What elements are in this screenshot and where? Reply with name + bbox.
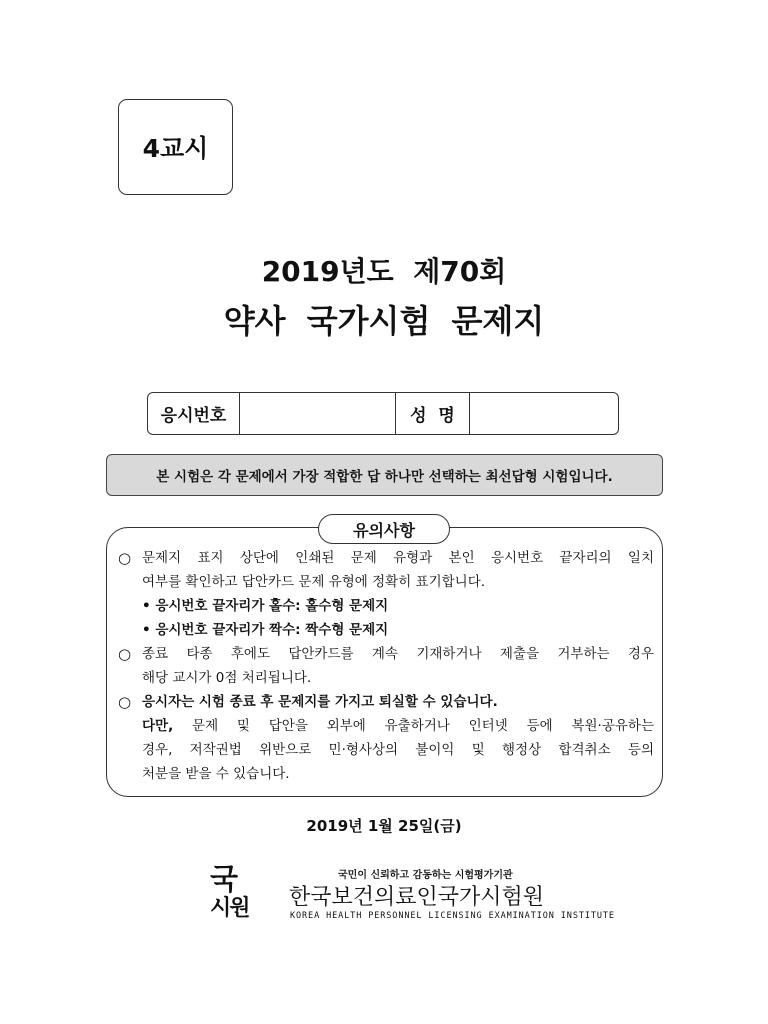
exam-title: 약사 국가시험 문제지	[223, 302, 545, 340]
exam-number-field[interactable]	[240, 393, 396, 434]
caution-3-line-2-rest: 문제 및 답안을 외부에 유출하거나 인터넷 등에 복원·공유하는	[173, 718, 654, 734]
circle-bullet-icon: ○	[118, 693, 132, 711]
caution-item-3	[118, 690, 654, 714]
circle-bullet-icon: ○	[118, 645, 132, 663]
candidate-info-table	[147, 392, 619, 435]
caution-3-line-4: 처분을 받을 수 있습니다.	[142, 766, 290, 782]
org-tagline: 국민이 신뢰하고 감동하는 시험평가기관	[338, 870, 513, 881]
caution-1-sub-even: • 응시번호 끝자리가 짝수: 짝수형 문제지	[142, 622, 389, 638]
caution-item-1	[118, 546, 654, 570]
caution-2-line-2: 해당 교시가 0점 처리됩니다.	[142, 670, 312, 686]
session-box	[118, 99, 233, 195]
exam-year-title: 2019년도 제70회	[261, 255, 507, 288]
exam-number-label-cell	[148, 393, 240, 434]
exam-date: 2019년 1월 25일(금)	[306, 817, 462, 835]
caution-2-line-1: 종료 타종 후에도 답안카드를 계속 기재하거나 제출을 거부하는 경우	[142, 646, 654, 662]
caution-3-line-1: 응시자는 시험 종료 후 문제지를 가지고 퇴실할 수 있습니다.	[142, 694, 498, 710]
caution-3-line-3-wrap	[118, 738, 654, 762]
logo-text-top: 국	[210, 862, 239, 896]
caution-3-line-2	[118, 714, 654, 738]
org-name-korean: 한국보건의료인국가시험원	[289, 885, 545, 910]
caution-item-2	[118, 642, 654, 666]
caution-3-however: 다만,	[142, 718, 174, 734]
caution-1-line-1: 문제지 표지 상단에 인쇄된 문제 유형과 본인 응시번호 끝자리의 일치	[142, 550, 654, 566]
org-name-english: KOREA HEALTH PERSONNEL LICENSING EXAMINATION INSTITUTE	[290, 911, 615, 921]
exam-type-notice: 본 시험은 각 문제에서 가장 적합한 답 하나만 선택하는 최선답형 시험입니다.	[106, 454, 663, 496]
caution-1-sub-odd: • 응시번호 끝자리가 홀수: 홀수형 문제지	[142, 598, 389, 614]
caution-3-line-3: 경우, 저작권법 위반으로 민·형사상의 불이익 및 행정상 합격취소 등의	[142, 742, 654, 758]
name-label-cell	[396, 393, 470, 434]
exam-number-label: 응시번호	[160, 406, 227, 426]
session-label: 4교시	[142, 134, 209, 163]
circle-bullet-icon: ○	[118, 549, 132, 567]
cautions-title: 유의사항	[318, 514, 450, 544]
logo-text-bottom: 시원	[210, 896, 249, 921]
cautions-body	[118, 546, 654, 786]
name-label: 성 명	[410, 406, 455, 426]
name-field[interactable]	[470, 393, 618, 434]
caution-1-line-2: 여부를 확인하고 답안카드 문제 유형에 정확히 표기합니다.	[142, 574, 486, 590]
kuksiwon-logo	[210, 864, 272, 926]
